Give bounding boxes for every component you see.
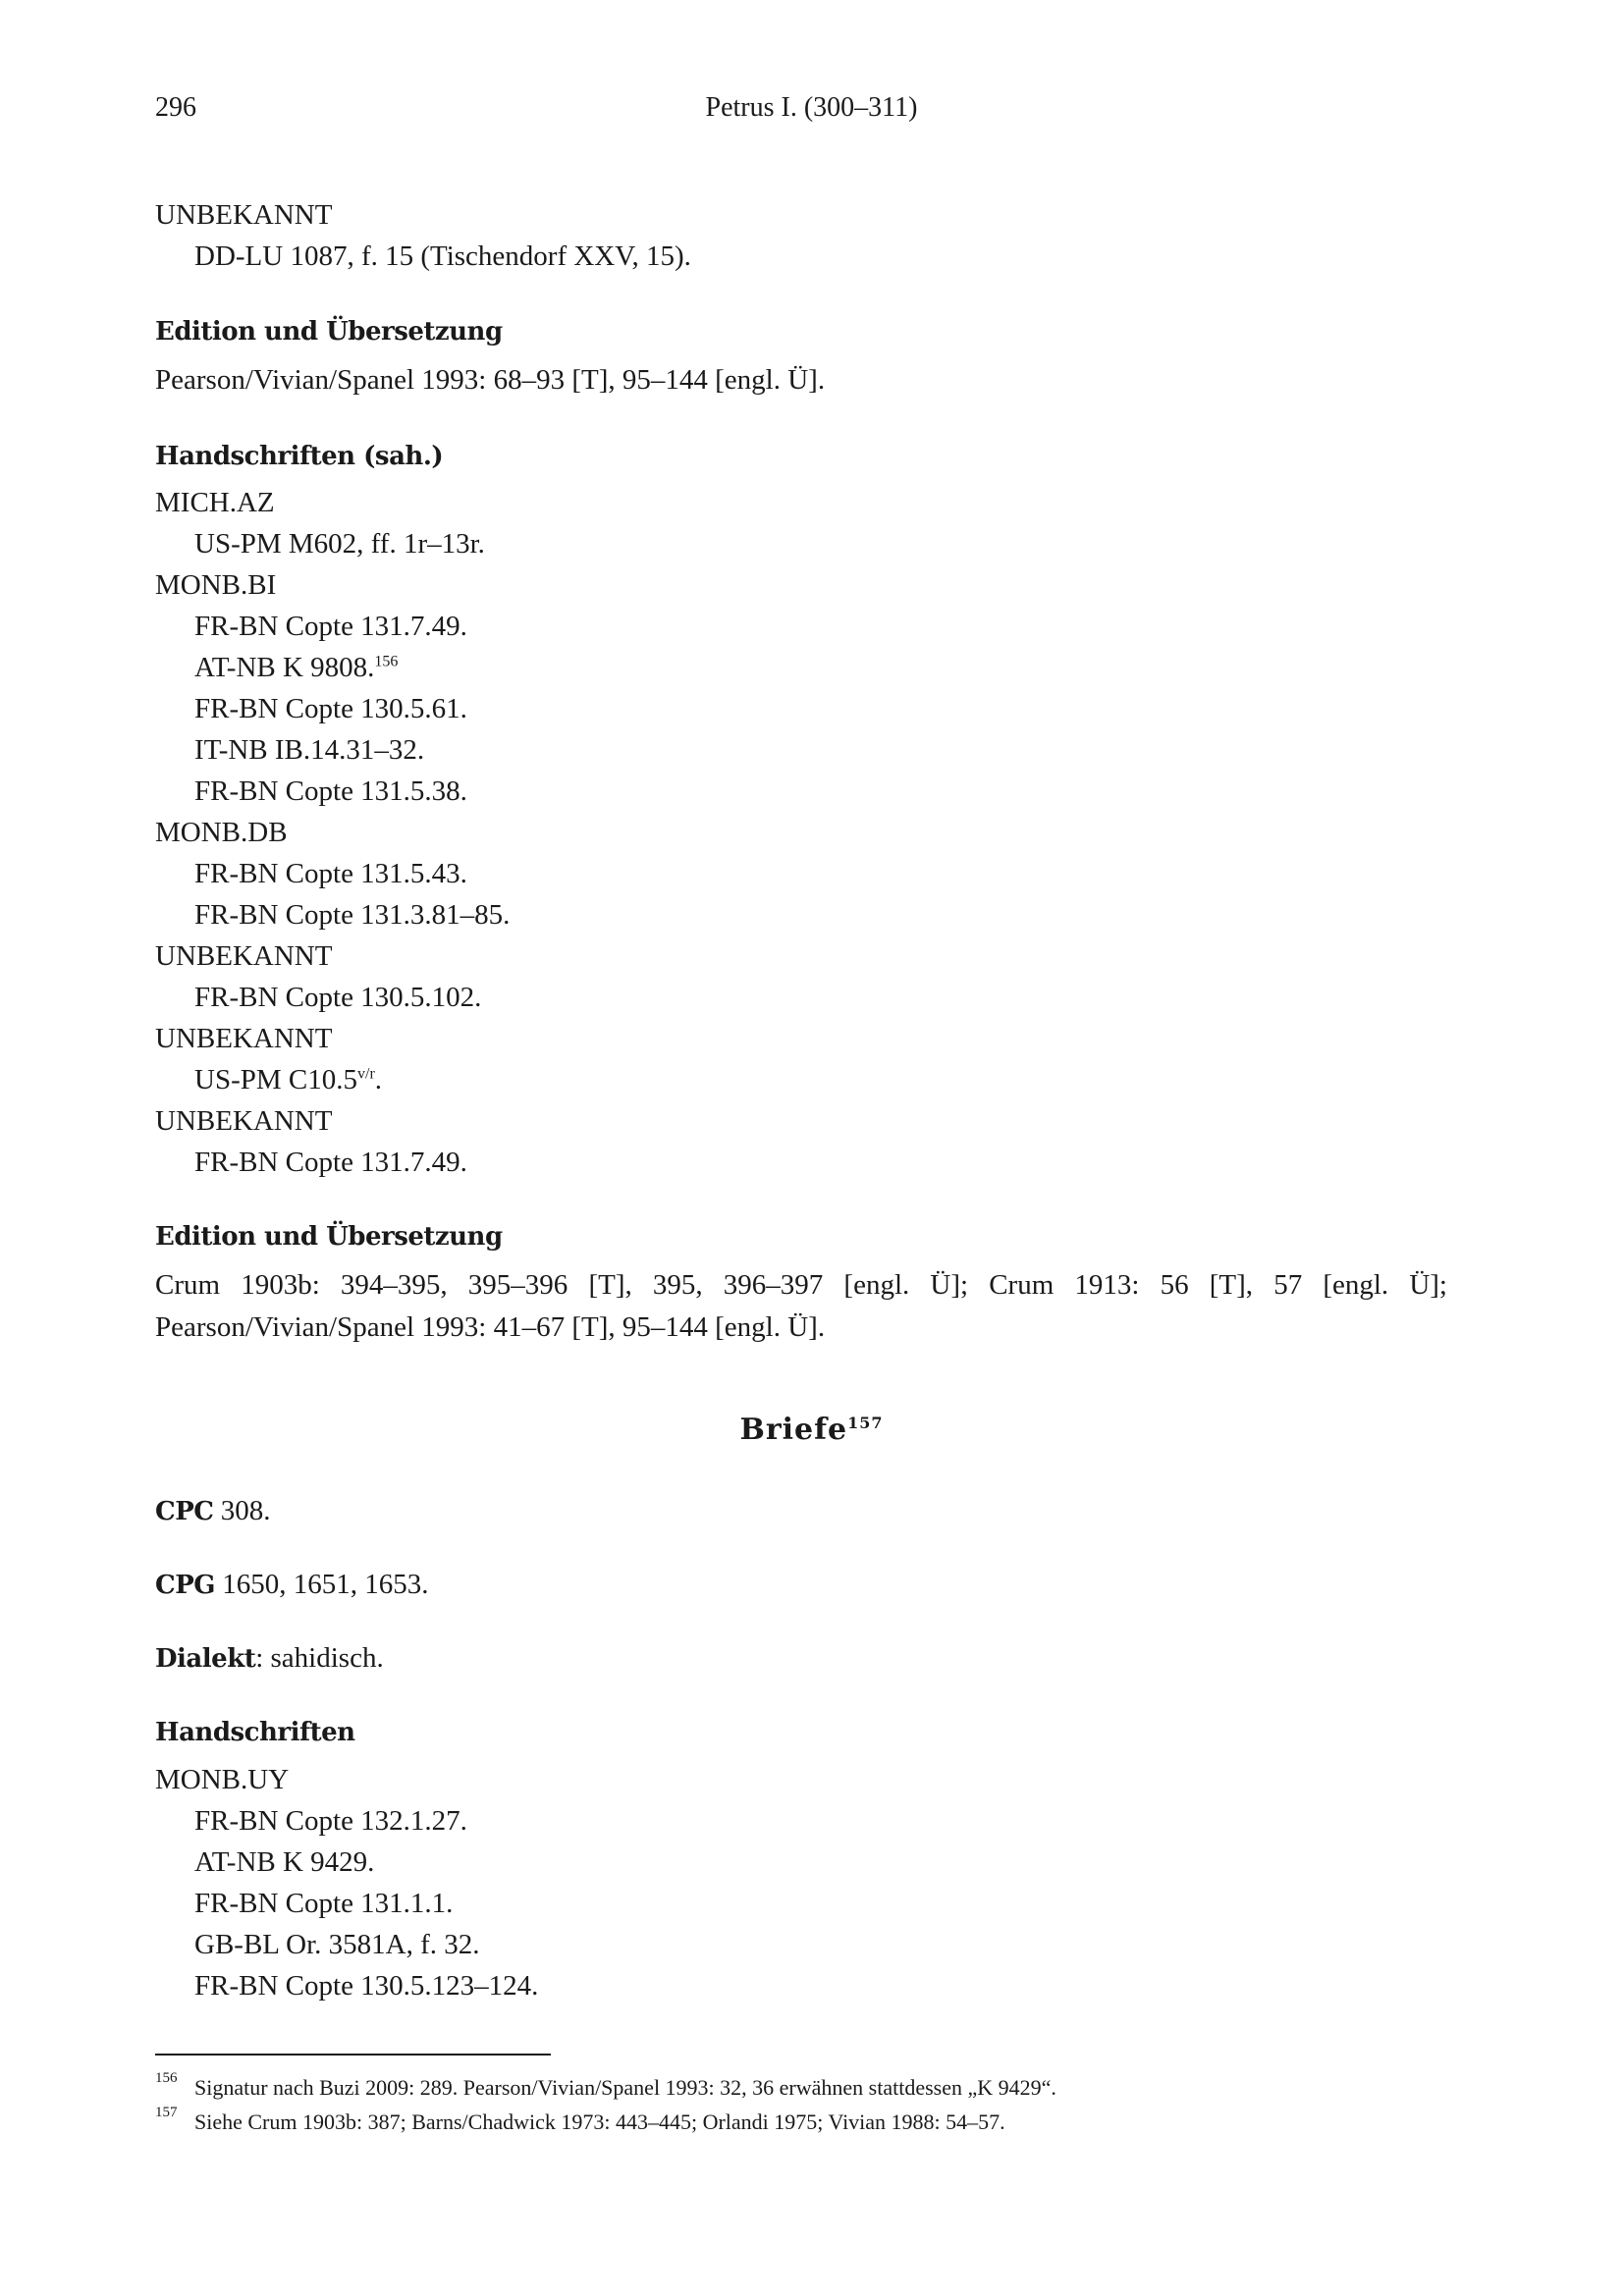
page-number: 296: [155, 92, 196, 123]
footnote-text: Signatur nach Buzi 2009: 289. Pearson/Vivian/Spanel 1993: 32, 36 erwähnen stattdessen „K 9429“.: [194, 2075, 1056, 2100]
footnote-ref: 156: [374, 653, 399, 670]
section-heading: Handschriften (sah.): [155, 442, 444, 471]
running-title: Petrus I. (300–311): [705, 92, 918, 123]
entry-item: FR-BN Copte 130.5.102.: [194, 982, 482, 1013]
footnote-ref: 157: [847, 1414, 884, 1432]
entry-label: MICH.AZ: [155, 487, 275, 518]
entry-item: US-PM M602, ff. 1r–13r.: [194, 528, 485, 560]
entry-item: FR-BN Copte 131.7.49.: [194, 1147, 467, 1178]
entry-item: IT-NB IB.14.31–32.: [194, 734, 425, 766]
footnote-text: Siehe Crum 1903b: 387; Barns/Chadwick 1973: 443–445; Orlandi 1975; Vivian 1988: 54–57.: [194, 2109, 1005, 2134]
entry-label: UNBEKANNT: [155, 199, 333, 231]
edition-text: Pearson/Vivian/Spanel 1993: 68–93 [T], 95–144 [engl. Ü].: [155, 364, 826, 396]
entry-item: GB-BL Or. 3581A, f. 32.: [194, 1929, 480, 1960]
entry-label: MONB.UY: [155, 1764, 290, 1795]
section-title: [0, 1415, 1623, 1445]
entry-item: FR-BN Copte 131.5.38.: [194, 775, 467, 807]
entry-item: [194, 1066, 382, 1095]
cpg-value: 1650, 1651, 1653.: [214, 1569, 429, 1600]
cpc-value: 308.: [213, 1495, 271, 1526]
entry-item: FR-BN Copte 131.3.81–85.: [194, 899, 511, 931]
entry-item: FR-BN Copte 131.5.43.: [194, 858, 467, 889]
dialekt-line: [155, 1644, 384, 1673]
footnote-number: 156: [155, 2070, 178, 2086]
dialekt-label: Dialekt: [155, 1644, 256, 1674]
section-heading: Handschriften: [155, 1718, 355, 1747]
entry-item-text: US-PM C10.5: [194, 1064, 357, 1095]
entry-item: FR-BN Copte 130.5.61.: [194, 693, 467, 724]
cpc-label: CPC: [155, 1497, 214, 1526]
entry-item: FR-BN Copte 130.5.123–124.: [194, 1970, 539, 2002]
cpc-line: [155, 1497, 270, 1525]
entry-item-end: .: [374, 1064, 383, 1095]
section-heading: Edition und Übersetzung: [155, 317, 503, 347]
footnote-number: 157: [155, 2105, 178, 2120]
entry-label: UNBEKANNT: [155, 1105, 333, 1137]
entry-label: MONB.BI: [155, 569, 277, 601]
cpg-label: CPG: [155, 1571, 215, 1600]
entry-item: FR-BN Copte 131.1.1.: [194, 1888, 454, 1919]
cpg-line: [155, 1571, 428, 1599]
entry-item: AT-NB K 9429.: [194, 1846, 375, 1878]
entry-item: DD-LU 1087, f. 15 (Tischendorf XXV, 15).: [194, 240, 691, 272]
section-title-text: Briefe: [739, 1413, 848, 1447]
section-heading: Edition und Übersetzung: [155, 1222, 503, 1252]
superscript: v/r: [357, 1065, 375, 1083]
edition-text-line: Pearson/Vivian/Spanel 1993: 41–67 [T], 95–144 [engl. Ü].: [155, 1311, 826, 1343]
entry-item: FR-BN Copte 131.7.49.: [194, 611, 467, 642]
edition-text-line: Crum 1903b: 394–395, 395–396 [T], 395, 396–397 [engl. Ü]; Crum 1913: 56 [T], 57 [engl. Ü];: [155, 1269, 1447, 1301]
entry-label: UNBEKANNT: [155, 1023, 333, 1054]
entry-item-text: AT-NB K 9808.: [194, 652, 375, 683]
entry-label: MONB.DB: [155, 817, 288, 848]
dialekt-value: : sahidisch.: [255, 1642, 384, 1674]
entry-item: FR-BN Copte 132.1.27.: [194, 1805, 467, 1837]
entry-label: UNBEKANNT: [155, 940, 333, 972]
footnote-rule: [155, 2054, 551, 2056]
entry-item: [194, 654, 398, 682]
